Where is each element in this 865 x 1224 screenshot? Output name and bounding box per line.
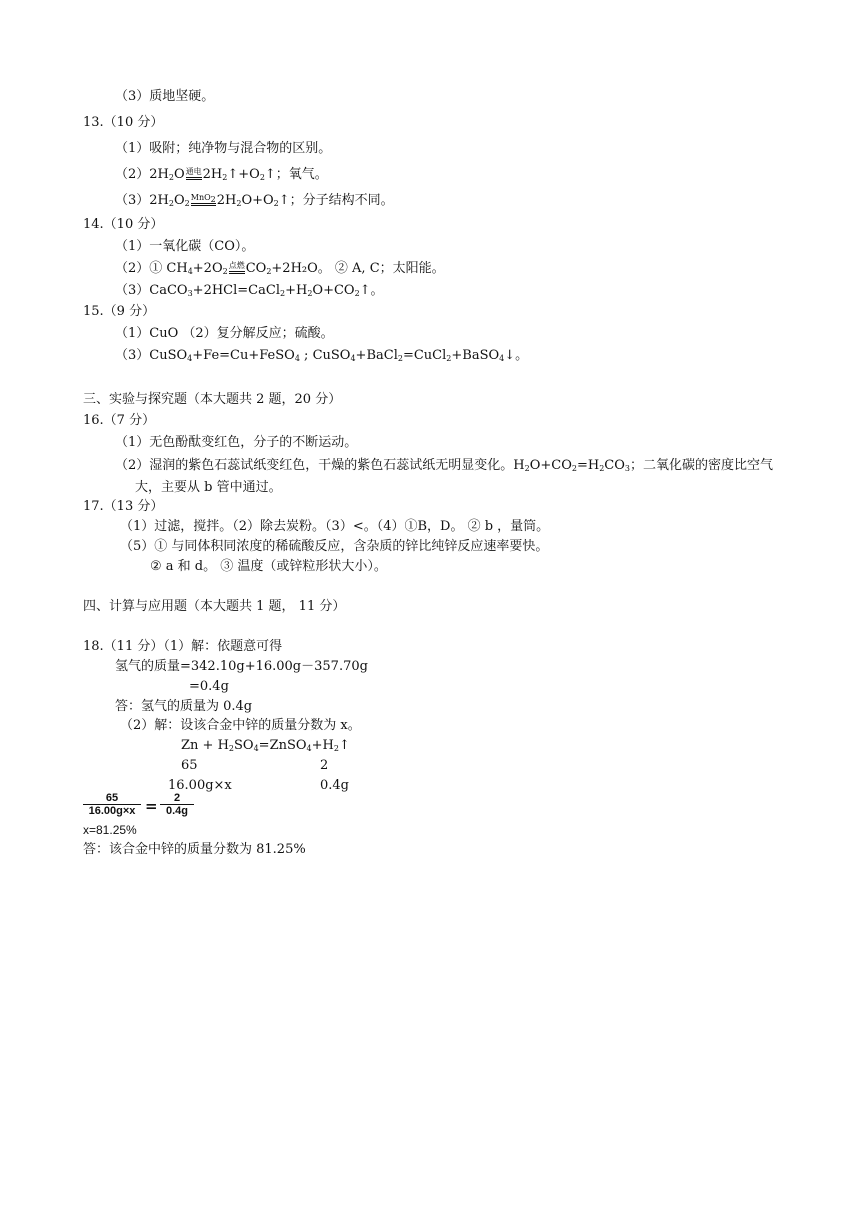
- section3-title: 三、实验与探究题（本大题共 2 题，20 分）: [83, 392, 342, 407]
- q18-equals-sign: =: [145, 797, 158, 815]
- q18-line4: （2）解：设该合金中锌的质量分数为 x。: [120, 718, 361, 733]
- q18-line3: 答：氢气的质量为 0.4g: [115, 699, 253, 714]
- q17-header: 17.（13 分）: [83, 499, 164, 514]
- q18-mass-zn: 16.00g×x: [168, 778, 232, 793]
- q12-part3: （3）质地坚硬。: [115, 89, 215, 104]
- q18-molar-h2: 2: [320, 758, 329, 773]
- q13-part2: $(2)2H_2O$通电 $2H_2↑+O_2↑$；氧气。: [115, 167, 328, 182]
- reaction-condition: MnO$_2$: [190, 193, 216, 204]
- q13-part3: $(3)2H_2O_2MnO_2$ $2H_2O+O_2↑$；分子结构不同。: [115, 193, 394, 208]
- q13-part1: （1）吸附；纯净物与混合物的区别。: [115, 141, 332, 156]
- q18-mass-h2: 0.4g: [320, 778, 349, 793]
- q13-header: 13.（10 分）: [83, 115, 164, 130]
- q18-molar-zn: 65: [181, 758, 198, 773]
- q15-part1: （1）CuO （2）复分解反应；硫酸。: [115, 326, 334, 341]
- reaction-condition: 点燃: [228, 262, 246, 274]
- q15-part3: （3）CuSO$_4$+Fe=Cu+FeSO$_4$ ; CuSO$_4$+BaCl$_2$=CuCl$_2$+BaSO$_4$↓。: [115, 348, 529, 363]
- q18-answer: 答：该合金中锌的质量分数为 81.25%: [83, 842, 306, 857]
- q15-header: 15.（9 分）: [83, 304, 156, 319]
- section4-title: 四、计算与应用题（本大题共 1 题， 11 分）: [83, 599, 346, 614]
- q18-header: 18.（11 分）（1）解：依题意可得: [83, 639, 283, 654]
- q18-line2: =0.4g: [189, 679, 229, 694]
- q16-part2: （2）湿润的紫色石蕊试纸变红色，干燥的紫色石蕊试纸无明显变化。$H_2O+CO_2=H_2CO_3$；二氧化碳的密度比空气: [115, 458, 773, 473]
- q14-header: 14.（10 分）: [83, 217, 164, 232]
- q18-fraction-left: 65 16.00g×x: [83, 792, 141, 817]
- reaction-condition: 通电: [185, 168, 203, 180]
- q17-part1-4: （1）过滤，搅拌。（2）除去炭粉。（3）<。（4）①B，D。 ② b ，量筒。: [120, 519, 550, 534]
- q14-part1: （1）一氧化碳（CO）。: [115, 239, 255, 254]
- q14-part3: $(3)CaCO_3+2HCl=CaCl_2+H_2O+CO_2↑$。: [115, 283, 384, 298]
- q17-part5-continued: ② a 和 d。 ③ 温度（或锌粒形状大小）。: [150, 559, 387, 574]
- q14-part2: （2）① $CH_4+2O_2$点燃 $CO_2+2H_2O$。 ② A, C；太阳能。: [115, 261, 445, 276]
- q16-header: 16.（7 分）: [83, 413, 156, 428]
- q18-fraction-right: 2 0.4g: [160, 792, 194, 817]
- q18-x-value: x=81.25%: [83, 823, 137, 837]
- q18-equation: $Zn + H_2SO_4=ZnSO_4+H_2↑$: [181, 738, 350, 753]
- q16-part1: （1）无色酚酞变红色，分子的不断运动。: [115, 435, 358, 450]
- q18-line1: 氢气的质量=342.10g+16.00g－357.70g: [115, 659, 368, 674]
- q17-part5: （5）① 与同体积同浓度的稀硫酸反应，含杂质的锌比纯锌反应速率要快。: [120, 539, 549, 554]
- q16-part2-continued: 大，主要从 b 管中通过。: [135, 480, 282, 495]
